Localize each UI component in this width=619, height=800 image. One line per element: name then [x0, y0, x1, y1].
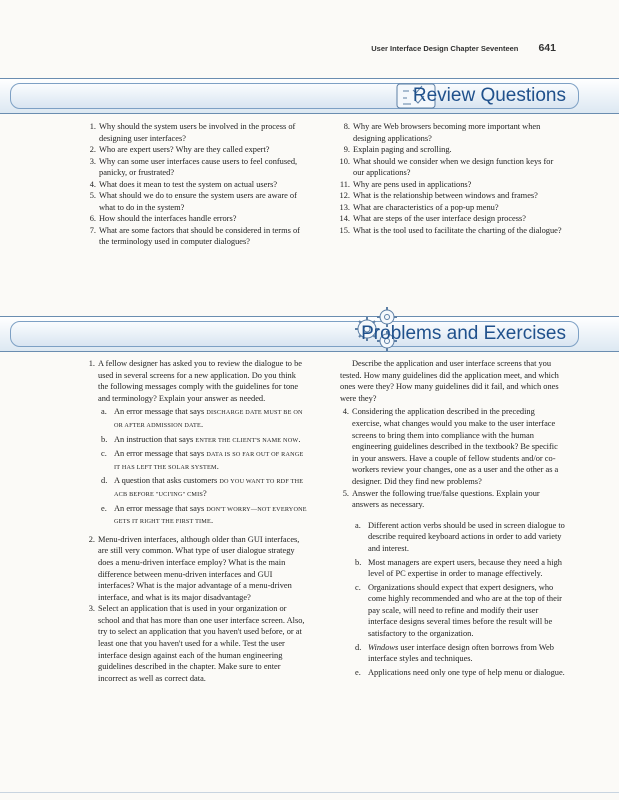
problems-exercises-banner [0, 316, 619, 352]
review-questions-right [340, 121, 566, 236]
list-item: 13 . What are characteristics of a pop-up menu? [340, 202, 566, 214]
review-questions-banner [0, 78, 619, 114]
problems-right-column [340, 358, 566, 680]
problem-3: 3 . Select an application that is used in your organization or school and that has more than one user interface screen. Also, try to select an application that you haven't used before, or at least one that you haven't used for a while. Test the user interface design against each of the human engineering guidelines described in the chapter. Make sure to enter incorrect as well as correct data. [86, 603, 308, 684]
running-header [371, 42, 556, 54]
problems-left-column [86, 358, 308, 684]
list-item: 11 . Why are pens used in applications? [340, 179, 566, 191]
list-item: 3 . Why can some user interfaces cause users to feel confused, panicky, or frustrated? [86, 156, 308, 179]
review-questions-heading: Review Questions [412, 85, 566, 106]
list-item: 7 . What are some factors that should be considered in terms of the terminology used in computer dialogues? [86, 225, 308, 248]
problem-1a: a . An error message that says DISCHARGE DATE MUST BE ON OR AFTER ADMISSION DATE. [98, 406, 308, 431]
problem-2: 2 . Menu-driven interfaces, although older than GUI interfaces, are still very common. What type of user dialogue strategy does a menu-driven interface employ? What is the main difference between menu-driven interfaces and GUI interfaces? What is the major advantage of a menu-driven interface, and what is its major disadvantage? [86, 534, 308, 604]
problem-5a: a . Different action verbs should be used in screen dialogue to describe required keyboard actions in order to add variety and interest. [352, 520, 566, 555]
running-title: User Interface Design Chapter Seventeen [371, 44, 519, 53]
list-item: 9 . Explain paging and scrolling. [340, 144, 566, 156]
problem-5d: d . Windows user interface design often borrows from Web interface styles and techniques. [352, 642, 566, 665]
problem-1e: e . An error message that says DON'T WORRY—NOT EVERYONE GETS IT RIGHT THE FIRST TIME. [98, 503, 308, 528]
list-item: 2 . Who are expert users? Why are they called expert? [86, 144, 308, 156]
problem-1: 1 . A fellow designer has asked you to review the dialogue to be used in several screens for a new application. Do you think the following messages comply with the guidelines for tone and terminology? Explain your answer as needed. a . An error message that says DISCHARGE DATE MUST BE ON OR AFTER ADMISSION DATE. b . An instruction that says ENTER THE CLIENT'S NAME NOW. c . An error message that says DATA IS SO FAR OUT OF RANGE IT HAS LEFT THE SOLAR SYSTEM. d . A question that asks customers DO YOU WANT TO RDF THE ACB BEFORE "UCI'ING" CMIS? e . An error message that says DON'T WORRY—NOT EVERYONE GETS IT RIGHT THE FIRST TIME. [86, 358, 308, 528]
problem-5e: e . Applications need only one type of help menu or dialogue. [352, 667, 566, 679]
list-item: 12 . What is the relationship between windows and frames? [340, 190, 566, 202]
problems-exercises-heading: Problems and Exercises [361, 323, 566, 344]
problem-3-continued: Describe the application and user interface screens that you tested. How many guidelines did the application meet, and which ones were they? How many guidelines did it fail, and which ones were they? [340, 359, 559, 403]
page-bottom-rule [0, 792, 619, 793]
problem-1c: c . An error message that says DATA IS SO FAR OUT OF RANGE IT HAS LEFT THE SOLAR SYSTEM. [98, 448, 308, 473]
problem-5c: c . Organizations should expect that expert designers, who come highly recommended and who are at the top of their pay scale, will need to refine and modify their user interface designs several times before the result will be satisfactory to the organization. [352, 582, 566, 640]
list-item: 6 . How should the interfaces handle errors? [86, 213, 308, 225]
list-item: 1 . Why should the system users be involved in the process of designing user interfaces? [86, 121, 308, 144]
list-item: 14 . What are steps of the user interface design process? [340, 213, 566, 225]
list-item: 10 . What should we consider when we design function keys for our applications? [340, 156, 566, 179]
review-questions-left [86, 121, 308, 248]
problem-4: 4 . Considering the application described in the preceding exercise, what changes would you make to the user interface screens to bring them into compliance with the human engineering guidelines described in the textbook? Be specific in your answers. Have a couple of fellow students and/or co-workers review your changes, one as a user and the other as a designer. Did they find new problems? [340, 406, 566, 487]
page-number: 641 [538, 42, 556, 54]
list-item: 4 . What does it mean to test the system on actual users? [86, 179, 308, 191]
list-item: 8 . Why are Web browsers becoming more important when designing applications? [340, 121, 566, 144]
list-item: 15 . What is the tool used to facilitate the charting of the dialogue? [340, 225, 566, 237]
problem-5: 5 . Answer the following true/false questions. Explain your answers as necessary. a . Different action verbs should be used in screen dialogue to describe required keyboard actions in order to add variety and interest. b . Most managers are expert users, because they need a high level of PC expertise in order to manage effectively. c . Organizations should expect that expert designers, who come highly recommended and who are at the top of their pay scale, will need to refine and modify their user interface designs several times before the result will be satisfactory to the organization. d . Windows user interface design often borrows from Web interface styles and techniques. e . Applications need only one type of help menu or dialogue. [340, 488, 566, 679]
problem-1d: d . A question that asks customers DO YOU WANT TO RDF THE ACB BEFORE "UCI'ING" CMIS? [98, 475, 308, 500]
problem-1b: b . An instruction that says ENTER THE CLIENT'S NAME NOW. [98, 434, 308, 447]
problem-5b: b . Most managers are expert users, because they need a high level of PC expertise in order to manage effectively. [352, 557, 566, 580]
list-item: 5 . What should we do to ensure the system users are aware of what to do in the system? [86, 190, 308, 213]
